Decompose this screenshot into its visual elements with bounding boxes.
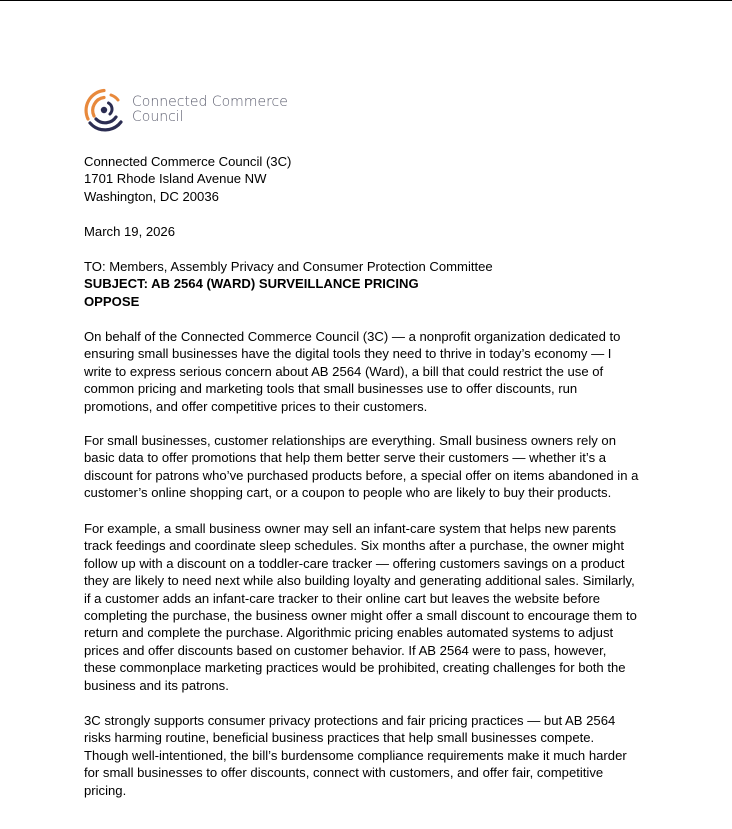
- paragraph-line: these commonplace marketing practices would be prohibited, creating challenges for both the: [84, 660, 626, 676]
- sender-org: Connected Commerce Council (3C): [84, 154, 292, 169]
- logo-wordmark: [132, 95, 288, 125]
- paragraph-line: track feedings and coordinate sleep schedules. Six months after a purchase, the owner might: [84, 538, 625, 554]
- sender-address: [84, 153, 654, 205]
- paragraph-line: business and its patrons.: [84, 677, 229, 693]
- paragraph-line: for small businesses to offer discounts, connect with customers, and offer fair, competitive: [84, 765, 604, 781]
- paragraph-line: For example, a small business owner may sell an infant-care system that helps new parents: [84, 521, 616, 536]
- paragraph-line: For small businesses, customer relationships are everything. Small business owners rely on: [84, 433, 616, 448]
- body-paragraph-3: [84, 520, 654, 694]
- paragraph-line: they are likely to need next while also building loyalty and generating additional sales. Similarly,: [84, 573, 635, 589]
- logo-text-line2: Council: [132, 109, 184, 125]
- signal-logo-icon: [84, 86, 128, 134]
- paragraph-line: pricing.: [84, 782, 127, 798]
- paragraph-line: risks harming routine, beneficial business practices that help small businesses compete.: [84, 730, 595, 746]
- paragraph-line: On behalf of the Connected Commerce Council (3C) — a nonprofit organization dedicated to: [84, 329, 621, 344]
- sender-city: Washington, DC 20036: [84, 188, 219, 204]
- paragraph-line: promotions, and offer competitive prices to their customers.: [84, 398, 428, 414]
- paragraph-line: write to express serious concern about AB 2564 (Ward), a bill that could restrict the use of: [84, 363, 604, 379]
- letter-header: [84, 258, 654, 310]
- top-border: [0, 0, 732, 1]
- paragraph-line: ensuring small businesses have the digital tools they need to thrive in today’s economy — I: [84, 346, 612, 362]
- paragraph-line: completing the purchase, the business owner might offer a small discount to encourage them to: [84, 608, 637, 624]
- organization-logo: [84, 86, 288, 134]
- paragraph-line: basic data to offer promotions that help them better serve their customers — whether it’s a: [84, 450, 607, 466]
- paragraph-line: common pricing and marketing tools that small businesses use to offer discounts, run: [84, 381, 578, 397]
- body-paragraph-1: [84, 328, 654, 415]
- paragraph-line: Though well-intentioned, the bill’s burdensome compliance requirements make it much harder: [84, 747, 627, 763]
- recipient-line: TO: Members, Assembly Privacy and Consumer Protection Committee: [84, 259, 493, 274]
- position-line: OPPOSE: [84, 293, 140, 309]
- subject-line: SUBJECT: AB 2564 (WARD) SURVEILLANCE PRICING: [84, 276, 419, 292]
- paragraph-line: customer’s online shopping cart, or a coupon to people who are likely to buy their products.: [84, 485, 612, 501]
- sender-street: 1701 Rhode Island Avenue NW: [84, 171, 267, 187]
- body-paragraph-4: [84, 712, 654, 799]
- letter-date: [84, 223, 654, 240]
- paragraph-line: if a customer adds an infant-care tracker to their online cart but leaves the website before: [84, 590, 601, 606]
- body-paragraph-2: [84, 432, 654, 502]
- paragraph-line: prices and offer discounts based on customer behavior. If AB 2564 were to pass, however,: [84, 642, 607, 658]
- paragraph-line: discount for patrons who’ve purchased products before, a special offer on items abandoned in a: [84, 467, 639, 483]
- paragraph-line: follow up with a discount on a toddler-care tracker — offering customers savings on a product: [84, 555, 625, 571]
- paragraph-line: return and complete the purchase. Algorithmic pricing enables automated systems to adjust: [84, 625, 614, 641]
- paragraph-line: 3C strongly supports consumer privacy protections and fair pricing practices — but AB 2564: [84, 713, 616, 728]
- logo-text-line1: Connected Commerce: [132, 94, 288, 110]
- date-text: March 19, 2026: [84, 224, 175, 239]
